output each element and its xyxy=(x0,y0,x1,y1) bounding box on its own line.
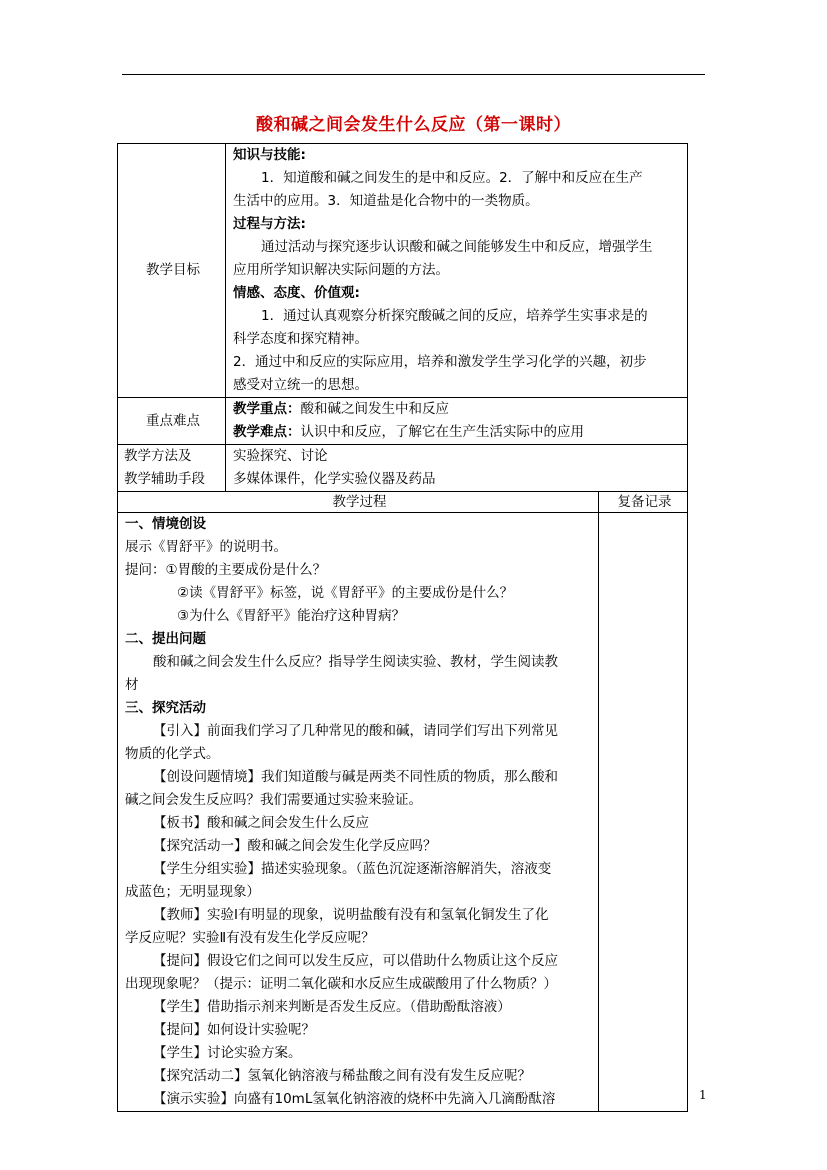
process-line: 【提问】如何设计实验呢？ xyxy=(153,1022,315,1038)
methods-label xyxy=(118,445,226,492)
objectives-label: 教学目标 xyxy=(118,144,226,398)
process-method-heading: 过程与方法: xyxy=(233,216,306,232)
process-line: 【学生分组实验】描述实验现象。（蓝色沉淀逐渐溶解消失，溶液变 xyxy=(153,861,552,877)
objective-line: 通过活动与探究逐步认识酸和碱之间能够发生中和反应，增强学生 xyxy=(261,239,653,255)
process-line: 酸和碱之间会发生什么反应？指导学生阅读实验、教材，学生阅读教 xyxy=(153,654,558,670)
process-line: 【创设问题情境】我们知道酸与碱是两类不同性质的物质，那么酸和 xyxy=(153,769,558,785)
process-line: 物质的化学式。 xyxy=(125,746,220,762)
difficulty-text: 认识中和反应，了解它在生产生活实际中的应用 xyxy=(300,424,584,440)
section-heading: 二、提出问题 xyxy=(125,631,206,647)
process-line: 提问：①胃酸的主要成份是什么？ xyxy=(125,562,327,578)
process-line: 学反应呢？实验Ⅱ有没有发生化学反应呢？ xyxy=(125,930,375,946)
process-line: 【演示实验】向盛有10mL氢氧化钠溶液的烧杯中先滴入几滴酚酞溶 xyxy=(153,1091,556,1107)
method-line: 多媒体课件，化学实验仪器及药品 xyxy=(233,471,436,487)
process-line: 【引入】前面我们学习了几种常见的酸和碱，请同学们写出下列常见 xyxy=(153,723,558,739)
section-heading: 一、情境创设 xyxy=(125,516,206,532)
header-rule xyxy=(122,74,705,75)
section-heading: 三、探究活动 xyxy=(125,700,206,716)
process-line: 展示《胃舒平》的说明书。 xyxy=(125,539,287,555)
key-point-text: 酸和碱之间发生中和反应 xyxy=(300,401,449,417)
methods-content xyxy=(226,445,688,492)
process-row xyxy=(118,513,688,1112)
process-line: 出现现象呢？（提示：证明二氧化碳和水反应生成碳酸用了什么物质？） xyxy=(125,976,557,992)
process-line: 【探究活动一】酸和碱之间会发生化学反应吗？ xyxy=(153,838,437,854)
keypoints-content xyxy=(226,398,688,445)
process-line: ③为什么《胃舒平》能治疗这种胃病？ xyxy=(177,608,406,624)
notes-header: 复备记录 xyxy=(599,492,688,513)
methods-label-line: 教学方法及 xyxy=(124,448,192,464)
process-line: 【板书】酸和碱之间会发生什么反应 xyxy=(153,815,369,831)
lesson-plan-table xyxy=(117,143,688,1112)
attitude-heading: 情感、态度、价值观: xyxy=(233,285,360,301)
objectives-row xyxy=(118,144,688,398)
process-content xyxy=(118,513,599,1112)
process-line: 碱之间会发生反应吗？我们需要通过实验来验证。 xyxy=(125,792,422,808)
objective-line: 应用所学知识解决实际问题的方法。 xyxy=(233,262,449,278)
process-header-row xyxy=(118,492,688,513)
process-line: ②读《胃舒平》标签，说《胃舒平》的主要成份是什么？ xyxy=(177,585,514,601)
objective-line: 感受对立统一的思想。 xyxy=(233,377,368,393)
objective-line: 2．通过中和反应的实际应用，培养和激发学生学习化学的兴趣，初步 xyxy=(233,354,647,370)
difficulty-label: 教学难点： xyxy=(233,424,301,440)
key-point-label: 教学重点： xyxy=(233,401,301,417)
methods-label-line: 教学辅助手段 xyxy=(124,471,205,487)
process-line: 【教师】实验Ⅰ有明显的现象，说明盐酸有没有和氢氧化铜发生了化 xyxy=(153,907,549,923)
notes-cell xyxy=(599,513,688,1112)
process-line: 【探究活动二】氢氧化钠溶液与稀盐酸之间有没有发生反应呢？ xyxy=(153,1068,531,1084)
keypoints-row xyxy=(118,398,688,445)
process-header: 教学过程 xyxy=(118,492,599,513)
process-line: 材 xyxy=(125,677,139,693)
process-line: 【学生】借助指示剂来判断是否发生反应。（借助酚酞溶液） xyxy=(153,999,511,1015)
objective-line: 1．通过认真观察分析探究酸碱之间的反应，培养学生实事求是的 xyxy=(261,308,648,324)
page-number: 1 xyxy=(699,1088,707,1102)
process-line: 成蓝色；无明显现象） xyxy=(125,884,260,900)
objectives-content xyxy=(226,144,688,398)
objective-line: 1．知道酸和碱之间发生的是中和反应。2．了解中和反应在生产 xyxy=(261,170,643,186)
objective-line: 生活中的应用。3．知道盐是化合物中的一类物质。 xyxy=(233,193,539,209)
methods-row xyxy=(118,445,688,492)
knowledge-heading: 知识与技能: xyxy=(233,147,306,163)
objective-line: 科学态度和探究精神。 xyxy=(233,331,368,347)
keypoints-label: 重点难点 xyxy=(118,398,226,445)
process-line: 【提问】假设它们之间可以发生反应，可以借助什么物质让这个反应 xyxy=(153,953,558,969)
process-line: 【学生】讨论实验方案。 xyxy=(153,1045,302,1061)
page-title: 酸和碱之间会发生什么反应（第一课时） xyxy=(256,115,571,135)
method-line: 实验探究、讨论 xyxy=(233,448,328,464)
